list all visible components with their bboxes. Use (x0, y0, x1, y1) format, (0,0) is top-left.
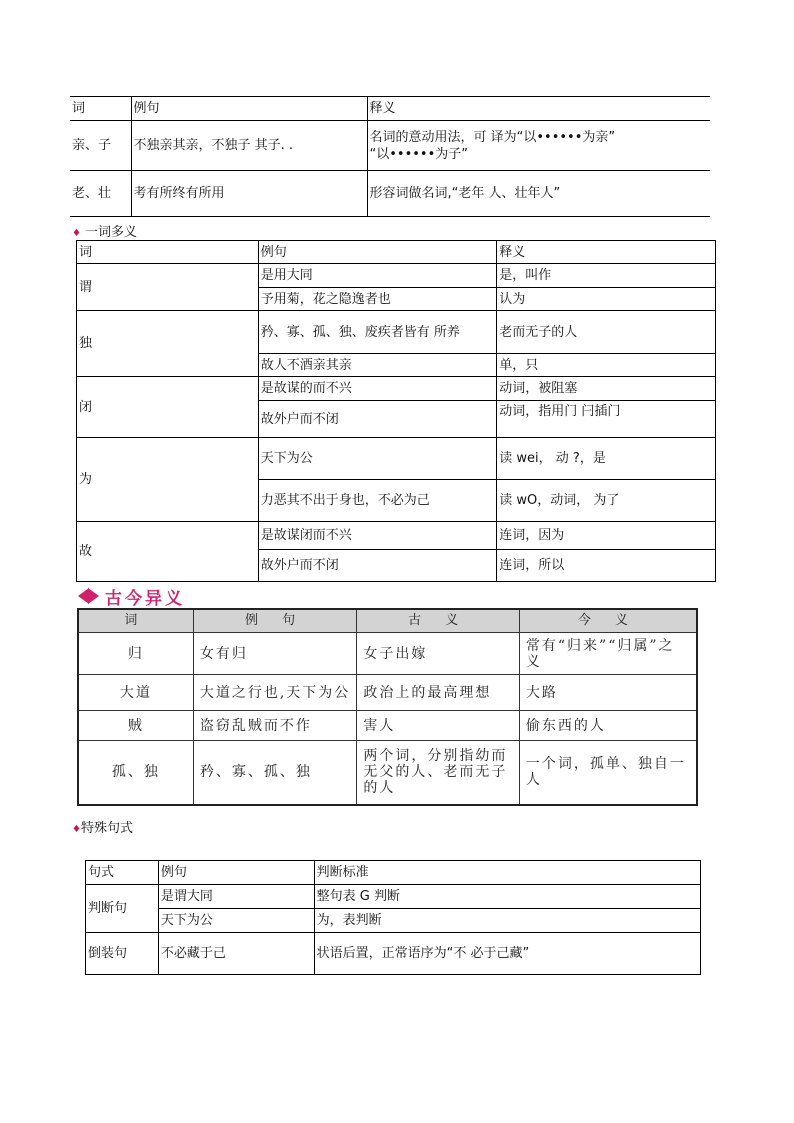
table-row (78, 741, 697, 805)
word-cell: 亲、子 (70, 121, 131, 171)
table-row (70, 171, 710, 217)
example-cell: 是谓大同 (158, 885, 314, 909)
section-title: 古今异义 (105, 588, 185, 609)
diamond-right-icon (88, 588, 99, 604)
ancient-modern-meaning-table (77, 608, 698, 806)
example-cell: 矜、寡、孤、独、废疾者皆有 所养 (258, 311, 497, 354)
example-cell: 力恶其不出于身也，不必为己 (258, 480, 497, 522)
header-cell: 例句 (258, 241, 497, 264)
header-cell: 释义 (497, 241, 716, 264)
table-row (77, 311, 716, 354)
header-cell: 句式 (86, 861, 159, 885)
modern-meaning-cell: 一个词，孤单、独自一人 (519, 741, 697, 805)
header-cell: 释义 (367, 97, 710, 121)
header-cell: 判断标准 (314, 861, 700, 885)
example-cell: 不独亲其亲，不独子 其子. . (131, 121, 367, 171)
word-cell: 闭 (77, 377, 259, 438)
header-cell: 例句 (158, 861, 314, 885)
word-cell: 孤、独 (78, 741, 193, 805)
meaning-cell: 动词，被阻塞 (497, 377, 716, 401)
modern-meaning-cell: 大路 (519, 675, 697, 711)
table-header-row (77, 241, 716, 264)
modern-meaning-cell: 常有“归来”“归属”之义 (519, 633, 697, 675)
meaning-cell: 是，叫作 (497, 264, 716, 288)
ancient-meaning-cell: 害人 (357, 711, 520, 741)
table-row (78, 675, 697, 711)
meaning-cell: 认为 (497, 288, 716, 311)
header-cell: 词 (70, 97, 131, 121)
table-header-row (70, 97, 710, 121)
example-cell: 予用菊，花之隐逸者也 (258, 288, 497, 311)
example-cell: 故外户而不闭 (258, 401, 497, 438)
polysemy-table (76, 240, 716, 582)
section-title: 特殊句式 (80, 821, 133, 836)
word-cell: 谓 (77, 264, 259, 311)
table-row (77, 264, 716, 288)
meaning-cell: 动词，指用门 闩插门 (497, 401, 716, 438)
word-cell: 为 (77, 438, 259, 522)
table-row (77, 438, 716, 480)
word-cell: 独 (77, 311, 259, 377)
table-row (86, 885, 701, 909)
meaning-cell: 连词，所以 (497, 550, 716, 582)
ancient-meaning-cell: 政治上的最高理想 (357, 675, 520, 711)
meaning-cell (367, 121, 710, 171)
header-cell: 词 (78, 609, 193, 633)
meaning-line: “以••••••为子” (369, 146, 468, 162)
meaning-cell: 读 wei， 动 ?，是 (497, 438, 716, 480)
example-cell: 考有所终有所用 (131, 171, 367, 217)
diamond-bullet-icon: ♦ (72, 824, 81, 835)
section-heading-polysemy (72, 221, 137, 240)
table-row (78, 711, 697, 741)
standard-cell: 整句表 G 判断 (314, 885, 700, 909)
table-row (77, 522, 716, 550)
example-cell: 故人不酒亲其亲 (258, 354, 497, 377)
table-header-row (78, 609, 697, 633)
section-heading-special (72, 817, 133, 836)
header-cell: 古 义 (357, 609, 520, 633)
example-cell: 是故谋的而不兴 (258, 377, 497, 401)
example-cell: 天下为公 (258, 438, 497, 480)
special-sentence-table (85, 860, 701, 975)
section-heading-gujin (78, 586, 185, 609)
standard-cell: 状语后置，正常语序为“不 必于己藏” (314, 933, 700, 975)
meaning-cell: 连词，因为 (497, 522, 716, 550)
word-cell: 大道 (78, 675, 193, 711)
meaning-cell: 单，只 (497, 354, 716, 377)
meaning-cell: 形容词做名词,“老年 人、壮年人” (367, 171, 710, 217)
table-row (78, 633, 697, 675)
example-cell: 大道之行也,天下为公 (193, 675, 357, 711)
header-cell: 例 句 (193, 609, 357, 633)
modern-meaning-cell: 偷东西的人 (519, 711, 697, 741)
word-cell: 贼 (78, 711, 193, 741)
type-cell: 倒装句 (86, 933, 159, 975)
type-cell: 判断句 (86, 885, 159, 933)
meaning-line: 名词的意动用法，可 译为“以••••••为亲” (369, 129, 616, 145)
example-cell: 是故谋闭而不兴 (258, 522, 497, 550)
table-row (77, 377, 716, 401)
header-cell: 词 (77, 241, 259, 264)
table-header-row (86, 861, 701, 885)
word-cell: 归 (78, 633, 193, 675)
word-cell: 老、壮 (70, 171, 131, 217)
example-cell: 不必藏于己 (158, 933, 314, 975)
example-cell: 天下为公 (158, 909, 314, 933)
section-title: 一词多义 (84, 225, 137, 240)
diamond-bullet-icon: ♦ (72, 228, 81, 239)
table-row (86, 933, 701, 975)
table-row (70, 121, 710, 171)
standard-cell: 为，表判断 (314, 909, 700, 933)
table-row (86, 909, 701, 933)
meaning-cell: 老而无子的人 (497, 311, 716, 354)
word-usage-table (70, 96, 710, 217)
example-cell: 矜、寡、孤、独 (193, 741, 357, 805)
ancient-meaning-cell: 女子出嫁 (357, 633, 520, 675)
example-cell: 盗窃乱贼而不作 (193, 711, 357, 741)
ancient-meaning-cell: 两个词，分别指幼而无父的人、老而无子的人 (357, 741, 520, 805)
header-cell: 例句 (131, 97, 367, 121)
meaning-cell: 读 wO，动词， 为了 (497, 480, 716, 522)
example-cell: 女有归 (193, 633, 357, 675)
example-cell: 故外户而不闭 (258, 550, 497, 582)
example-cell: 是用大同 (258, 264, 497, 288)
header-cell: 今 义 (519, 609, 697, 633)
word-cell: 故 (77, 522, 259, 582)
